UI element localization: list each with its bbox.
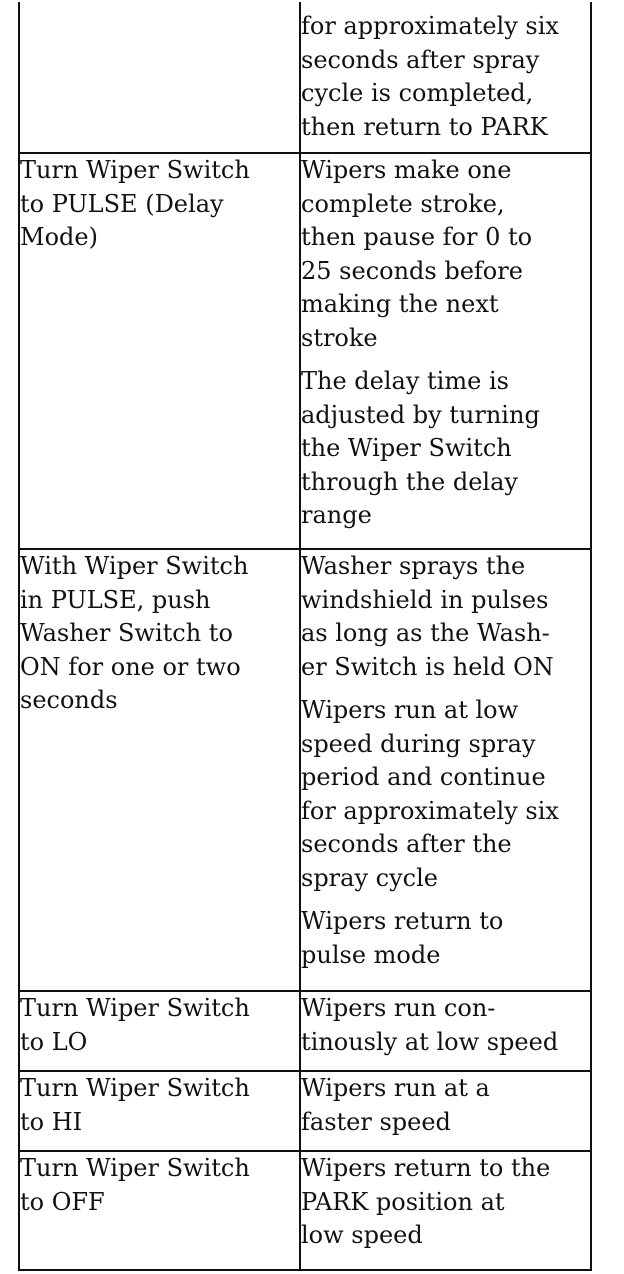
table-row	[19, 1071, 591, 1151]
action-cell	[19, 1151, 300, 1270]
action-text: Turn Wiper Switch to OFF	[20, 1154, 250, 1216]
wiper-operation-table	[18, 2, 592, 1271]
action-text: Turn Wiper Switch to LO	[20, 994, 250, 1056]
result-text: for approximately six seconds after spray cycle is completed, then return to PARK	[301, 12, 559, 141]
result-text: Wipers run at a faster speed	[301, 1074, 490, 1136]
action-cell	[19, 2, 300, 153]
result-cell	[300, 1071, 591, 1151]
action-text: With Wiper Switch in PULSE, push Washer Switch to ON for one or two seconds	[20, 552, 249, 714]
action-cell	[19, 153, 300, 549]
action-cell	[19, 1071, 300, 1151]
result-text: Wipers return to the PARK position at low speed	[301, 1154, 551, 1249]
action-cell	[19, 991, 300, 1071]
table-row	[19, 1151, 591, 1270]
action-text: Turn Wiper Switch to PULSE (Delay Mode)	[20, 156, 250, 251]
table-row	[19, 153, 591, 549]
table-row	[19, 549, 591, 991]
result-text: Wipers run con- tinously at low speed	[301, 994, 559, 1056]
result-cell	[300, 991, 591, 1071]
result-text: Wipers return to pulse mode	[301, 907, 504, 969]
table-row	[19, 991, 591, 1071]
result-cell	[300, 2, 591, 153]
action-cell	[19, 549, 300, 991]
result-text: Wipers run at low speed during spray period and continue for approximately six seconds after the spray cycle	[301, 696, 559, 892]
table-row	[19, 2, 591, 153]
result-text: Wipers make one complete stroke, then pause for 0 to 25 seconds before making the next stroke	[301, 156, 533, 352]
result-cell	[300, 549, 591, 991]
result-cell	[300, 153, 591, 549]
result-text: Washer sprays the windshield in pulses as long as the Wash- er Switch is held ON	[301, 552, 554, 681]
result-cell	[300, 1151, 591, 1270]
result-text: The delay time is adjusted by turning the Wiper Switch through the delay range	[301, 367, 540, 529]
action-text: Turn Wiper Switch to HI	[20, 1074, 250, 1136]
